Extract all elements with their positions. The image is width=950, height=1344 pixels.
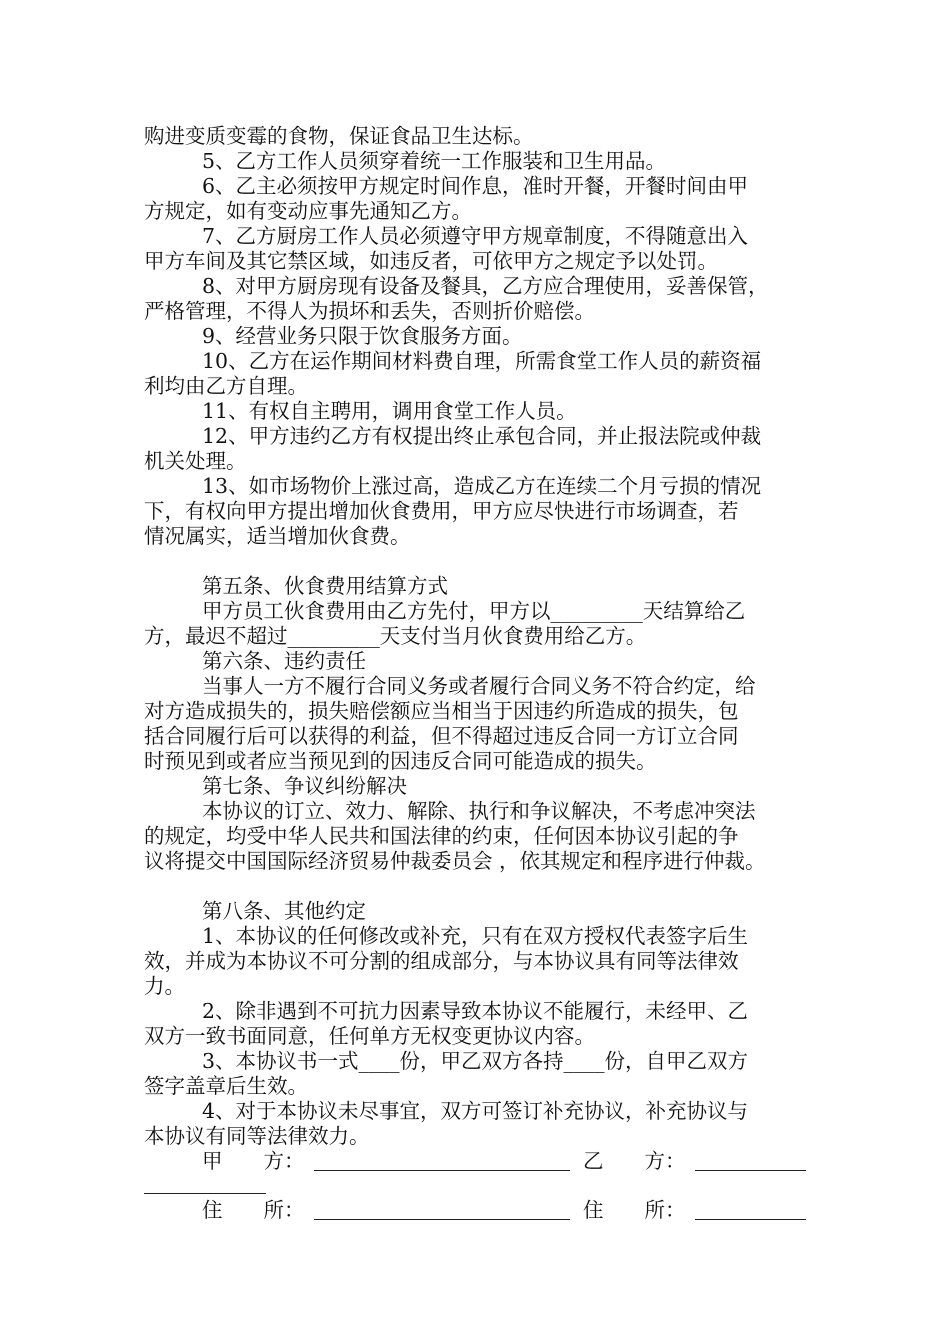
text-line: 利均由乙方自理。 xyxy=(144,374,308,398)
address-a-label: 住 所： xyxy=(202,1198,305,1222)
party-a-label: 甲 方： xyxy=(202,1149,305,1173)
text-line: 对方造成损失的，损失赔偿额应当相当于因违约所造成的损失，包 xyxy=(144,699,739,723)
text-line: 11、有权自主聘用，调用食堂工作人员。 xyxy=(202,399,577,423)
text-line: 9、经营业务只限于饮食服务方面。 xyxy=(202,324,523,348)
text-line: 2、除非遇到不可抗力因素导致本协议不能履行，未经甲、乙 xyxy=(202,999,749,1023)
section-heading: 第七条、争议纠纷解决 xyxy=(202,774,407,798)
text-line: 1、本协议的任何修改或补充，只有在双方授权代表签字后生 xyxy=(202,924,749,948)
text-line: 13、如市场物价上涨过高，造成乙方在连续二个月亏损的情况 xyxy=(202,474,762,498)
party-b-signature-line xyxy=(695,1170,806,1171)
text-line: 力。 xyxy=(144,974,185,998)
section-heading: 第八条、其他约定 xyxy=(202,899,366,923)
text-line: 3、本协议书一式____份，甲乙双方各持____份，自甲乙双方 xyxy=(202,1049,749,1073)
text-line: 12、甲方违约乙方有权提出终止承包合同，并止报法院或仲裁 xyxy=(202,424,762,448)
text-line: 下，有权向甲方提出增加伙食费用，甲方应尽快进行市场调查，若 xyxy=(144,499,739,523)
text-line: 购进变质变霉的食物，保证食品卫生达标。 xyxy=(144,124,534,148)
text-line: 本协议的订立、效力、解除、执行和争议解决，不考虑冲突法 xyxy=(202,799,756,823)
text-line: 的规定，均受中华人民共和国法律的约束，任何因本协议引起的争 xyxy=(144,824,739,848)
party-b-label: 乙 方： xyxy=(583,1149,686,1173)
address-b-label: 住 所： xyxy=(583,1198,686,1222)
section-heading: 第五条、伙食费用结算方式 xyxy=(202,574,448,598)
address-b-line xyxy=(695,1219,806,1220)
text-line: 签字盖章后生效。 xyxy=(144,1074,308,1098)
text-line: 双方一致书面同意，任何单方无权变更协议内容。 xyxy=(144,1024,595,1048)
text-line: 方，最迟不超过_________天支付当月伙食费用给乙方。 xyxy=(144,624,647,648)
text-line: 情况属实，适当增加伙食费。 xyxy=(144,524,411,548)
text-line: 6、乙主必须按甲方规定时间作息，准时开餐，开餐时间由甲 xyxy=(202,174,749,198)
address-a-line xyxy=(314,1219,570,1220)
text-line: 10、乙方在运作期间材料费自理，所需食堂工作人员的薪资福 xyxy=(202,349,762,373)
text-line: 甲方员工伙食费用由乙方先付，甲方以_________天结算给乙 xyxy=(202,599,746,623)
text-line: 7、乙方厨房工作人员必须遵守甲方规章制度，不得随意出入 xyxy=(202,224,749,248)
text-line: 议将提交中国国际经济贸易仲裁委员会 ，依其规定和程序进行仲裁。 xyxy=(144,849,766,873)
section-heading: 第六条、违约责任 xyxy=(202,649,366,673)
text-line: 严格管理，不得人为损坏和丢失，否则折价赔偿。 xyxy=(144,299,595,323)
text-line: 5、乙方工作人员须穿着统一工作服装和卫生用品。 xyxy=(202,149,667,173)
text-line: 时预见到或者应当预见到的因违反合同可能造成的损失。 xyxy=(144,749,657,773)
party-a-signature-line xyxy=(314,1170,570,1171)
text-line: 本协议有同等法律效力。 xyxy=(144,1124,370,1148)
text-line: 甲方车间及其它禁区域，如违反者，可依甲方之规定予以处罚。 xyxy=(144,249,718,273)
text-line: 4、对于本协议未尽事宜，双方可签订补充协议，补充协议与 xyxy=(202,1099,749,1123)
text-line: 8、对甲方厨房现有设备及餐具，乙方应合理使用，妥善保管， xyxy=(202,274,769,298)
text-line: 机关处理。 xyxy=(144,449,247,473)
text-line: 方规定，如有变动应事先通知乙方。 xyxy=(144,199,472,223)
text-line: 括合同履行后可以获得的利益，但不得超过违反合同一方订立合同 xyxy=(144,724,739,748)
party-b-signature-line-cont xyxy=(144,1193,266,1194)
text-line: 效，并成为本协议不可分割的组成部分，与本协议具有同等法律效 xyxy=(144,949,739,973)
text-line: 当事人一方不履行合同义务或者履行合同义务不符合约定，给 xyxy=(202,674,756,698)
